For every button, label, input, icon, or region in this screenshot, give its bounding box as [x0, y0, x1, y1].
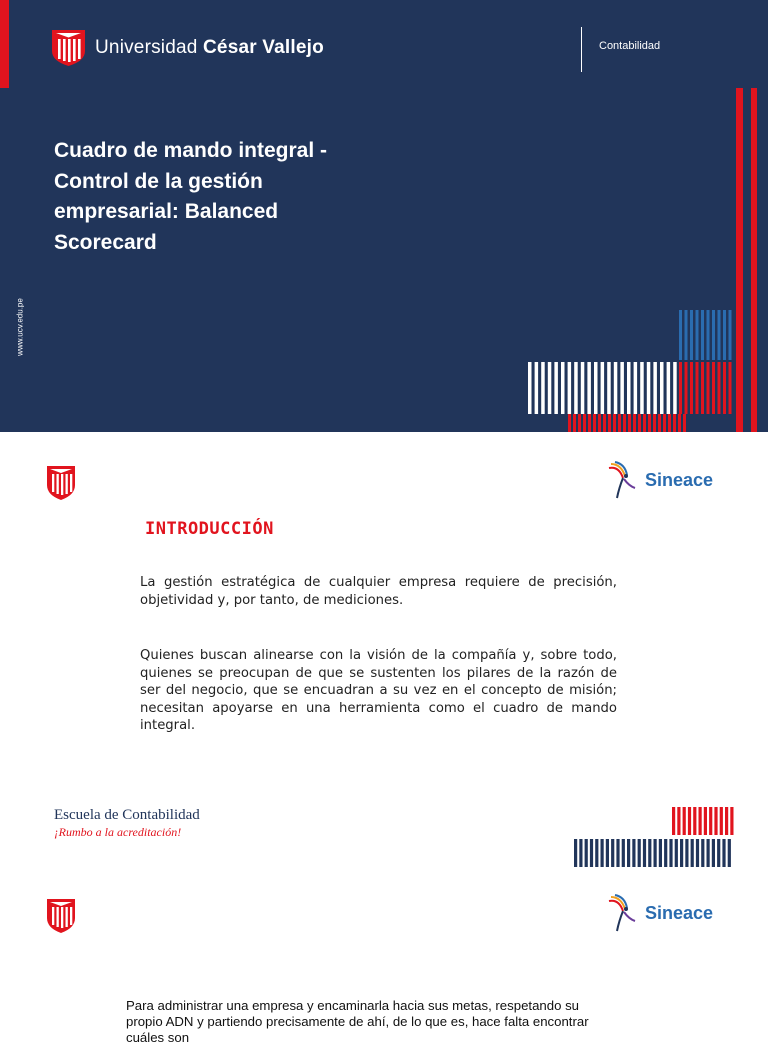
red-bottom-stripe	[628, 414, 631, 432]
footer-red-stripe	[714, 807, 717, 835]
white-stripe	[574, 362, 578, 414]
footer-navy-stripe	[669, 839, 672, 867]
red-bottom-stripe	[573, 414, 576, 432]
footer-red-stripe	[699, 807, 702, 835]
cover-stripe-decoration	[0, 0, 768, 432]
ucv-shield-icon	[47, 899, 75, 933]
footer-navy-stripe	[664, 839, 667, 867]
red-bottom-stripe	[618, 414, 621, 432]
footer-navy-stripe	[638, 839, 641, 867]
red-bottom-stripe	[638, 414, 641, 432]
footer-red-stripe	[720, 807, 723, 835]
cover-slide	[0, 0, 768, 432]
ucv-shield-icon	[47, 466, 75, 500]
footer-navy-stripe	[659, 839, 662, 867]
red-stripe	[712, 362, 715, 414]
white-stripe	[548, 362, 552, 414]
footer-red-stripe	[693, 807, 696, 835]
red-stripe	[707, 362, 710, 414]
blue-stripe	[723, 310, 726, 360]
red-stripe-block	[679, 362, 732, 414]
footer-red-stripes	[672, 807, 734, 835]
university-name-regular: Universidad	[95, 37, 204, 58]
footer-navy-stripe	[585, 839, 588, 867]
red-bottom-stripes	[568, 414, 686, 432]
red-bottom-stripe	[578, 414, 581, 432]
footer-red-stripe	[688, 807, 691, 835]
blue-stripe	[696, 310, 699, 360]
footer-navy-stripe	[579, 839, 582, 867]
white-stripe	[620, 362, 624, 414]
red-stripe	[690, 362, 693, 414]
red-stripe	[718, 362, 721, 414]
footer-navy-stripe	[707, 839, 710, 867]
footer-navy-stripe	[627, 839, 630, 867]
footer-navy-stripe	[712, 839, 715, 867]
white-stripe	[581, 362, 585, 414]
red-bottom-stripe	[658, 414, 661, 432]
blue-stripe	[685, 310, 688, 360]
blue-stripe	[707, 310, 710, 360]
red-bottom-stripe	[613, 414, 616, 432]
red-bottom-stripe	[653, 414, 656, 432]
school-motto: ¡Rumbo a la acreditación!	[54, 825, 182, 839]
body-paragraph: Para administrar una empresa y encaminarla hacia sus metas, respetando su propio ADN y partiendo precisamente de ahí, de lo que es, hace falta encontrar cuáles son	[126, 998, 589, 1045]
sineace-label: Sineace	[645, 469, 714, 490]
red-bottom-stripe	[583, 414, 586, 432]
red-bottom-stripe	[623, 414, 626, 432]
white-stripe	[647, 362, 651, 414]
white-stripe	[640, 362, 644, 414]
intro-paragraph-2: Quienes buscan alinearse con la visión de la compañía y, sobre todo, quienes se preocupan de que se sustenten los pilares de la razón de ser del negocio, que se encuadran a su vez en el concepto de misión; necesitan apoyarse en una herramienta como el cuadro de mando integral.	[140, 648, 617, 734]
blue-stripe	[690, 310, 693, 360]
blue-stripe	[712, 310, 715, 360]
white-stripe	[594, 362, 598, 414]
sineace-label: Sineace	[645, 902, 714, 923]
footer-navy-stripe	[616, 839, 619, 867]
white-stripe	[627, 362, 631, 414]
blue-stripe	[679, 310, 682, 360]
footer-navy-stripe	[717, 839, 720, 867]
footer-navy-stripes	[574, 839, 731, 867]
footer-navy-stripe	[622, 839, 625, 867]
footer-navy-stripe	[728, 839, 731, 867]
red-stripe	[729, 362, 732, 414]
red-stripe	[723, 362, 726, 414]
red-bottom-stripe	[673, 414, 676, 432]
white-stripe	[601, 362, 605, 414]
school-footer	[54, 807, 200, 840]
cover-title: Cuadro de mando integral - Control de la gestión empresarial: Balanced Scorecard	[54, 139, 328, 254]
sineace-bird-icon	[605, 893, 645, 933]
red-bottom-stripe	[643, 414, 646, 432]
footer-red-stripe	[709, 807, 712, 835]
red-stripe	[679, 362, 682, 414]
footer-navy-stripe	[701, 839, 704, 867]
red-bottom-stripe	[593, 414, 596, 432]
footer-navy-stripe	[632, 839, 635, 867]
white-stripe	[660, 362, 664, 414]
blue-stripe	[729, 310, 732, 360]
white-stripe	[535, 362, 539, 414]
red-bottom-stripe	[648, 414, 651, 432]
red-bottom-stripe	[608, 414, 611, 432]
footer-navy-stripe	[574, 839, 577, 867]
blue-stripe	[718, 310, 721, 360]
red-bottom-stripe	[598, 414, 601, 432]
red-stripe	[685, 362, 688, 414]
footer-navy-stripe	[606, 839, 609, 867]
footer-navy-stripe	[680, 839, 683, 867]
white-stripe	[634, 362, 638, 414]
white-stripe-block	[528, 362, 677, 414]
red-bottom-stripe	[668, 414, 671, 432]
footer-red-stripe	[683, 807, 686, 835]
footer-navy-stripe	[691, 839, 694, 867]
website-url-text: www.ucv.edu.pe	[15, 298, 25, 356]
university-name-bold: César Vallejo	[203, 37, 324, 58]
footer-stripe-decoration	[572, 807, 736, 867]
sineace-logo	[605, 893, 713, 933]
white-stripe	[568, 362, 572, 414]
sineace-logo	[605, 460, 713, 500]
footer-navy-stripe	[611, 839, 614, 867]
red-bottom-stripe	[568, 414, 571, 432]
white-stripe	[667, 362, 671, 414]
intro-paragraph-1: La gestión estratégica de cualquier empresa requiere de precisión, objetividad y, por tanto, de mediciones.	[140, 575, 617, 608]
white-stripe	[587, 362, 591, 414]
footer-navy-stripe	[696, 839, 699, 867]
white-stripe	[614, 362, 618, 414]
footer-navy-stripe	[722, 839, 725, 867]
next-slide	[0, 872, 768, 1045]
red-bottom-stripe	[683, 414, 686, 432]
footer-navy-stripe	[654, 839, 657, 867]
red-stripe	[701, 362, 704, 414]
white-stripe	[554, 362, 558, 414]
red-stripe	[696, 362, 699, 414]
white-stripe	[561, 362, 565, 414]
footer-navy-stripe	[601, 839, 604, 867]
red-bottom-stripe	[603, 414, 606, 432]
white-stripe	[653, 362, 657, 414]
footer-navy-stripe	[675, 839, 678, 867]
footer-red-stripe	[730, 807, 733, 835]
blue-stripe-block	[679, 310, 732, 360]
footer-navy-stripe	[590, 839, 593, 867]
section-heading: INTRODUCCIÓN	[145, 519, 274, 539]
career-label: Contabilidad	[599, 40, 661, 52]
sineace-bird-icon	[605, 460, 645, 500]
introduction-slide	[0, 432, 768, 872]
blue-stripe	[701, 310, 704, 360]
tall-red-bars	[736, 88, 757, 432]
white-stripe	[541, 362, 545, 414]
red-bottom-stripe	[588, 414, 591, 432]
red-bottom-stripe	[678, 414, 681, 432]
footer-navy-stripe	[595, 839, 598, 867]
footer-navy-stripe	[643, 839, 646, 867]
footer-red-stripe	[677, 807, 680, 835]
red-bottom-stripe	[663, 414, 666, 432]
red-bottom-stripe	[633, 414, 636, 432]
footer-navy-stripe	[648, 839, 651, 867]
white-stripe	[528, 362, 532, 414]
footer-red-stripe	[704, 807, 707, 835]
footer-navy-stripe	[685, 839, 688, 867]
footer-red-stripe	[725, 807, 728, 835]
school-name: Escuela de Contabilidad	[54, 807, 200, 823]
white-stripe	[673, 362, 677, 414]
white-stripe	[607, 362, 611, 414]
footer-red-stripe	[672, 807, 675, 835]
